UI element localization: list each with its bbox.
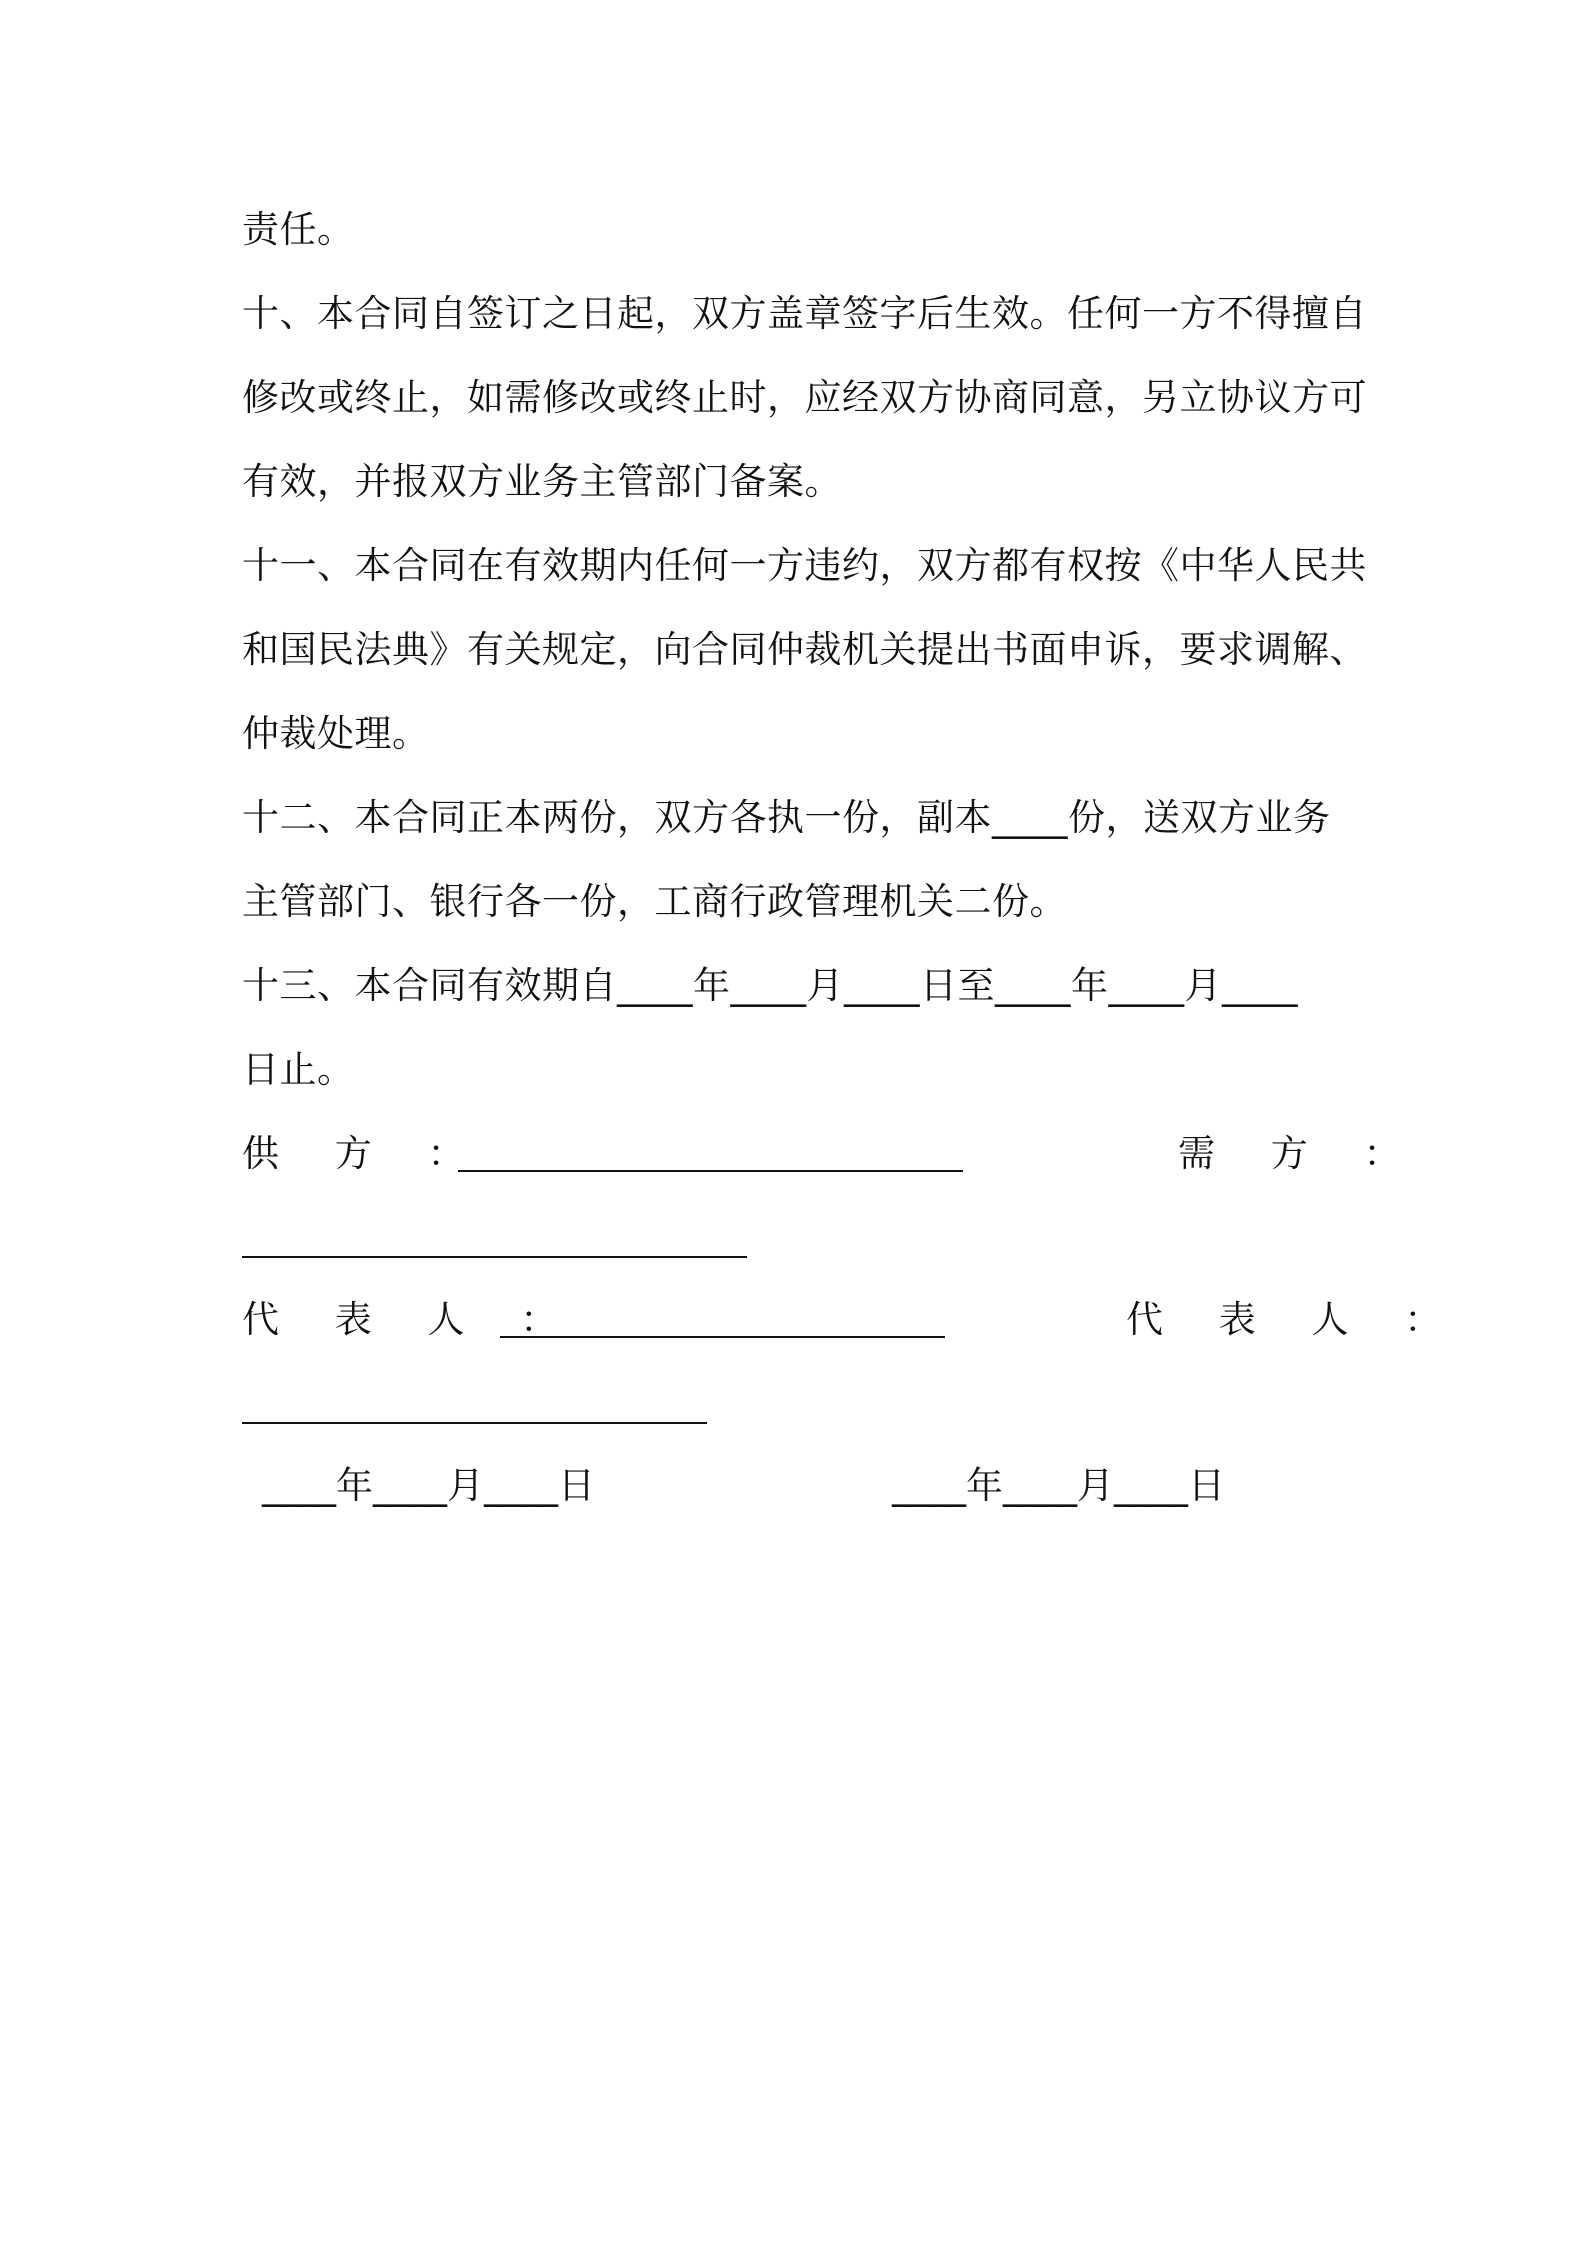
clause-11-line: 仲裁处理。 — [242, 712, 430, 755]
rep-right-signature-line — [242, 1422, 707, 1424]
rep-label-right: 代 表 人 ： — [1126, 1298, 1464, 1341]
clause-10-line: 十、本合同自签订之日起，双方盖章签字后生效。任何一方不得擅自 — [242, 292, 1367, 335]
clause-11-line: 十一、本合同在有效期内任何一方违约，双方都有权按《中华人民共 — [242, 544, 1367, 587]
clause-12-line: 十二、本合同正本两份，双方各执一份，副本____份，送双方业务 — [242, 796, 1331, 839]
clause-11-line: 和国民法典》有关规定，向合同仲裁机关提出书面申诉，要求调解、 — [242, 628, 1367, 671]
clause-12-line: 主管部门、银行各一份，工商行政管理机关二份。 — [242, 880, 1067, 923]
rep-label-left: 代 表 人 ： — [242, 1298, 580, 1341]
supplier-signature-line — [458, 1170, 963, 1172]
demander-label: 需 方 ： — [1178, 1132, 1423, 1175]
clause-13-line: 日止。 — [242, 1048, 355, 1091]
clause-10-line: 修改或终止，如需修改或终止时，应经双方协商同意，另立协议方可 — [242, 376, 1367, 419]
paragraph-line: 责任。 — [242, 208, 355, 251]
date-right: ____年____月____日 — [892, 1464, 1225, 1507]
rep-left-signature-line — [500, 1336, 945, 1338]
supplier-label: 供 方 ： — [242, 1132, 487, 1175]
clause-13-line: 十三、本合同有效期自____年____月____日至____年____月____ — [242, 964, 1298, 1007]
clause-10-line: 有效，并报双方业务主管部门备案。 — [242, 460, 842, 503]
demander-signature-line — [242, 1256, 747, 1258]
date-left: ____年____月____日 — [262, 1464, 595, 1507]
